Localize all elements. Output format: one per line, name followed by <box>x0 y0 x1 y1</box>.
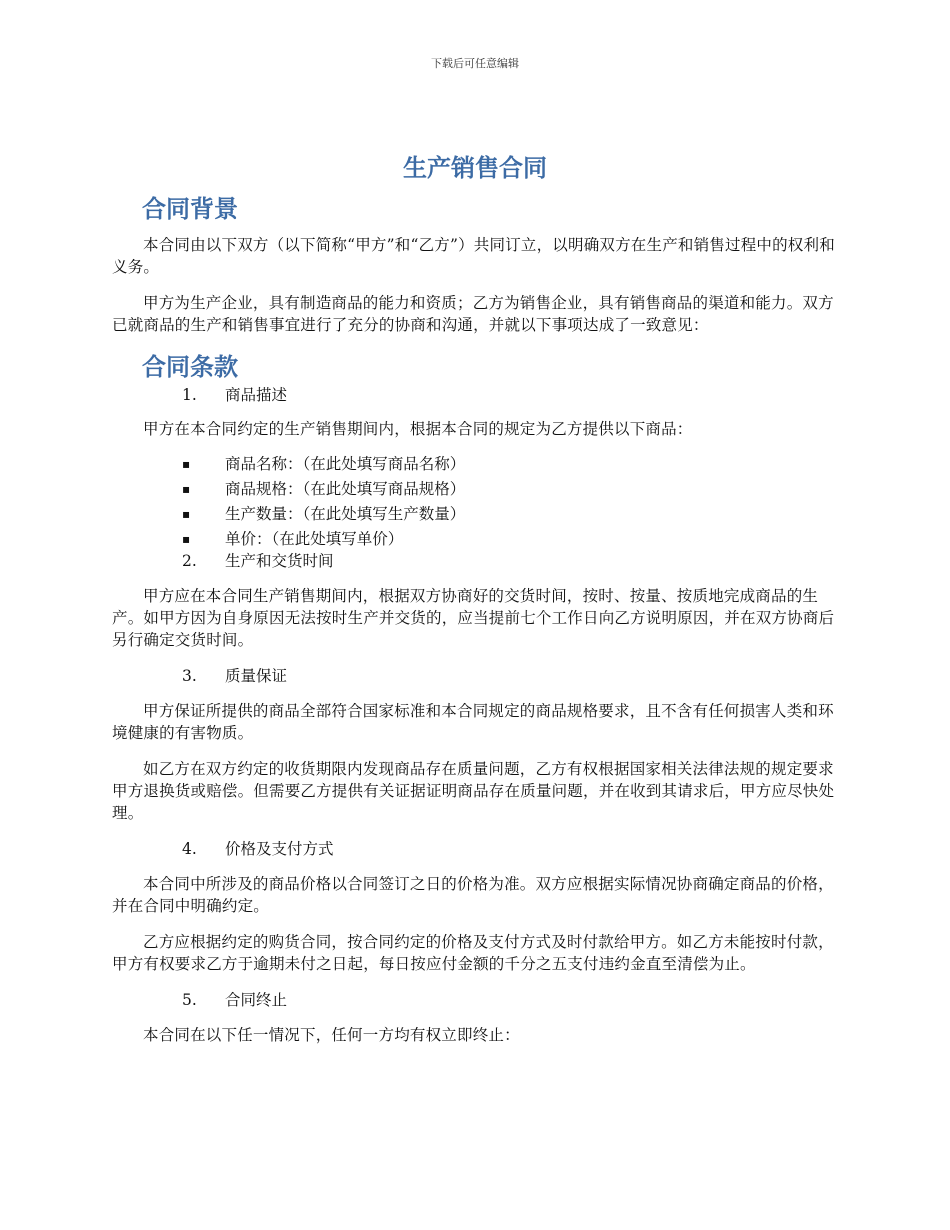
item-label: 生产和交货时间 <box>225 552 334 570</box>
item-number: 5. <box>182 991 197 1009</box>
product-bullet-list <box>112 452 842 552</box>
numbered-item-quality-guarantee <box>112 665 842 687</box>
paragraph: 甲方保证所提供的商品全部符合国家标准和本合同规定的商品规格要求，且不含有任何损害人类和环境健康的有害物质。 <box>112 702 834 742</box>
bullet-icon: ▪ <box>182 457 191 471</box>
list-item: ▪ 商品规格：（在此处填写商品规格） <box>112 477 842 502</box>
item-number: 1. <box>182 386 197 404</box>
paragraph: 本合同中所涉及的商品价格以合同签订之日的价格为准。双方应根据实际情况协商确定商品的价格，并在合同中明确约定。 <box>112 875 834 915</box>
item-label: 合同终止 <box>225 991 288 1009</box>
paragraph: 本合同由以下双方（以下简称“甲方”和“乙方”）共同订立，以明确双方在生产和销售过程中的权利和义务。 <box>112 236 835 276</box>
numbered-item-product-description <box>112 384 842 406</box>
list-item: ▪ 商品名称：（在此处填写商品名称） <box>112 452 842 477</box>
document-body <box>112 192 842 1060</box>
paragraph: 甲方在本合同约定的生产销售期间内，根据本合同的规定为乙方提供以下商品： <box>143 420 693 438</box>
numbered-item-price-payment <box>112 838 842 860</box>
document-title: 生产销售合同 <box>403 154 547 182</box>
bullet-icon: ▪ <box>182 482 191 496</box>
numbered-item-termination <box>112 989 842 1011</box>
bullet-icon: ▪ <box>182 507 191 521</box>
item-number: 4. <box>182 840 197 858</box>
list-item: ▪ 单价：（在此处填写单价） <box>112 527 842 552</box>
item-label: 价格及支付方式 <box>225 840 334 858</box>
paragraph: 如乙方在双方约定的收货期限内发现商品存在质量问题，乙方有权根据国家相关法律法规的规定要求甲方退换货或赔偿。但需要乙方提供有关证据证明商品存在质量问题，并在收到其请求后，甲方应尽快处理。 <box>112 760 835 822</box>
paragraph: 甲方为生产企业，具有制造商品的能力和资质；乙方为销售企业，具有销售商品的渠道和能力。双方已就商品的生产和销售事宜进行了充分的协商和沟通，并就以下事项达成了一致意见： <box>112 294 834 334</box>
header-note: 下载后可任意编辑 <box>431 57 519 70</box>
item-label: 商品描述 <box>225 386 288 404</box>
paragraph: 本合同在以下任一情况下，任何一方均有权立即终止： <box>143 1026 520 1044</box>
item-number: 3. <box>182 667 197 685</box>
bullet-icon: ▪ <box>182 532 191 546</box>
numbered-item-production-delivery <box>112 550 842 572</box>
paragraph: 乙方应根据约定的购货合同，按合同约定的价格及支付方式及时付款给甲方。如乙方未能按时付款，甲方有权要求乙方于逾期未付之日起，每日按应付金额的千分之五支付违约金直至清偿为止。 <box>112 933 834 973</box>
item-label: 质量保证 <box>225 667 288 685</box>
list-item: ▪ 生产数量：（在此处填写生产数量） <box>112 502 842 527</box>
section-heading-background: 合同背景 <box>142 195 238 223</box>
paragraph: 甲方应在本合同生产销售期间内，根据双方协商好的交货时间，按时、按量、按质地完成商品的生产。如甲方因为自身原因无法按时生产并交货的，应当提前七个工作日向乙方说明原因，并在双方协商后另行确定交货时间。 <box>112 587 835 649</box>
section-heading-terms: 合同条款 <box>142 353 238 381</box>
item-number: 2. <box>182 552 197 570</box>
